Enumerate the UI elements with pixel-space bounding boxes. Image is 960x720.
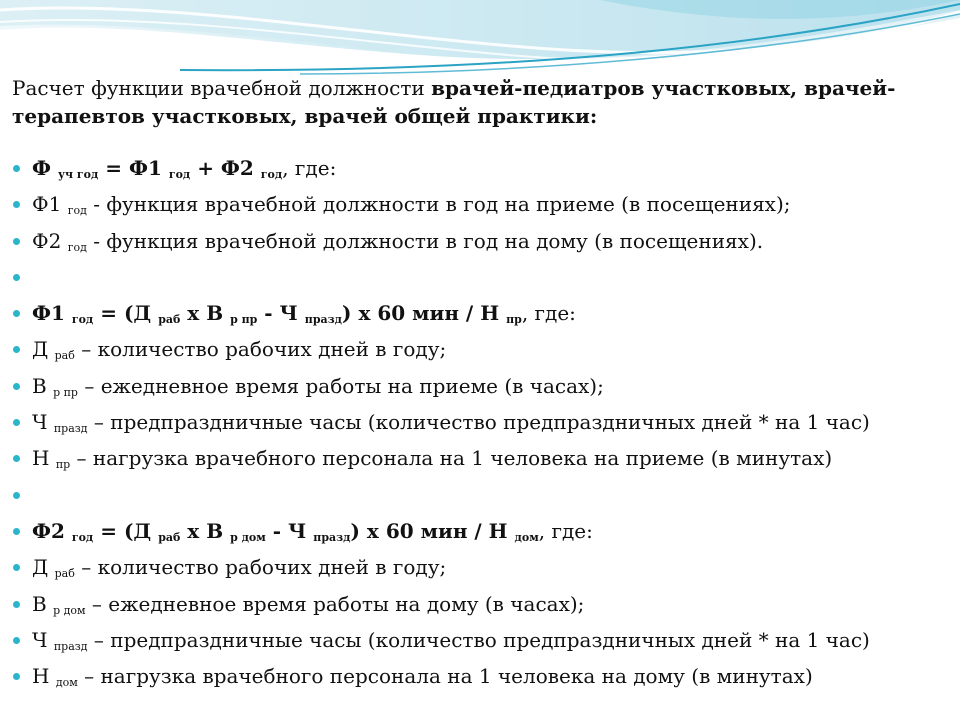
- item-text: х В: [180, 301, 231, 326]
- subscript-text: пр: [506, 313, 522, 327]
- item-text: , где:: [521, 301, 576, 326]
- subscript-text: р пр: [53, 385, 78, 399]
- subscript-text: раб: [54, 567, 75, 581]
- bullet-list: [12, 150, 948, 694]
- list-item-n-pr: [12, 440, 948, 476]
- subscript-text: р дом: [53, 603, 86, 617]
- subscript-text: раб: [54, 349, 75, 363]
- list-item-v-rpr: [12, 368, 948, 404]
- subscript-text: дом: [514, 530, 539, 544]
- list-item-empty-1: [12, 259, 948, 295]
- header-wave-decoration: [0, 0, 960, 80]
- item-text: Ф2: [32, 518, 72, 543]
- item-text: – количество рабочих дней в году;: [74, 337, 447, 362]
- item-text: ) х 60 мин / Н: [342, 301, 507, 326]
- item-text: – ежедневное время работы на приеме (в часах);: [77, 373, 604, 398]
- subscript-text: дом: [55, 676, 78, 690]
- item-text: – предпраздничные часы (количество предпраздничных дней * на 1 час): [87, 627, 870, 652]
- bullet-icon: [13, 637, 20, 644]
- bullet-icon: [13, 201, 20, 208]
- bullet-icon: [13, 238, 20, 245]
- bullet-icon: [13, 528, 20, 535]
- subscript-text: год: [168, 168, 191, 181]
- slide-content: [12, 74, 948, 694]
- item-text: Ф: [32, 156, 58, 180]
- item-text: – ежедневное время работы на дому (в часах);: [85, 591, 585, 616]
- item-text: В: [32, 591, 54, 616]
- bullet-icon: [13, 274, 20, 281]
- item-text: - функция врачебной должности в год на приеме (в посещениях);: [86, 192, 791, 217]
- item-text: Д: [32, 555, 55, 580]
- list-item-v-rdom: [12, 586, 948, 622]
- list-item-f1-def: [12, 186, 948, 222]
- subscript-text: раб: [158, 530, 181, 544]
- subscript-text: р дом: [230, 530, 266, 544]
- item-text: = Ф1: [98, 156, 169, 180]
- intro-paragraph: [12, 74, 948, 130]
- bullet-icon: [13, 346, 20, 353]
- bullet-icon: [13, 564, 20, 571]
- subscript-text: год: [71, 313, 94, 327]
- item-text: х В: [180, 518, 231, 543]
- item-text: – нагрузка врачебного персонала на 1 человека на дому (в минутах): [77, 664, 813, 689]
- item-text: - Ч: [265, 518, 314, 543]
- item-text: = (Д: [93, 301, 159, 326]
- item-text: В: [32, 373, 54, 398]
- item-text: - Ч: [257, 301, 305, 326]
- item-text: Н: [32, 446, 56, 471]
- list-item-n-dom: [12, 658, 948, 694]
- list-item-f2-def: [12, 223, 948, 259]
- subscript-text: празд: [53, 639, 88, 653]
- intro-bold: врачей-педиатров участковых, врачей-терапевтов участковых, врачей общей практики:: [12, 76, 896, 128]
- item-text: Ч: [32, 627, 54, 652]
- item-text: , где:: [282, 156, 337, 180]
- list-item-d-rab-1: [12, 331, 948, 367]
- subscript-text: год: [67, 240, 87, 254]
- intro-plain: Расчет функции врачебной должности: [12, 76, 432, 100]
- bullet-icon: [13, 455, 20, 462]
- subscript-text: год: [67, 204, 87, 218]
- subscript-text: раб: [158, 313, 181, 327]
- list-item-f2-formula: [12, 513, 948, 549]
- item-text: Ч: [32, 410, 54, 435]
- item-text: = (Д: [93, 518, 159, 543]
- item-text: – нагрузка врачебного персонала на 1 человека на приеме (в минутах): [70, 446, 833, 471]
- list-item-d-rab-2: [12, 549, 948, 585]
- subscript-text: пр: [55, 458, 71, 472]
- bullet-icon: [13, 310, 20, 317]
- subscript-text: уч год: [57, 168, 99, 181]
- item-text: ) х 60 мин / Н: [350, 518, 515, 543]
- list-item-f1-formula: [12, 295, 948, 331]
- bullet-icon: [13, 492, 20, 499]
- list-item-ch-prazd-2: [12, 622, 948, 658]
- bullet-icon: [13, 383, 20, 390]
- subscript-text: год: [260, 168, 283, 181]
- item-text: , где:: [538, 518, 593, 543]
- bullet-icon: [13, 165, 20, 172]
- subscript-text: празд: [304, 313, 343, 327]
- item-text: – предпраздничные часы (количество предпраздничных дней * на 1 час): [87, 410, 870, 435]
- list-item-ch-prazd-1: [12, 404, 948, 440]
- item-text: – количество рабочих дней в году;: [74, 555, 447, 580]
- list-item-f-formula: [12, 150, 948, 186]
- list-item-empty-2: [12, 477, 948, 513]
- subscript-text: празд: [53, 422, 88, 436]
- item-text: Ф2: [32, 228, 68, 253]
- bullet-icon: [13, 601, 20, 608]
- subscript-text: празд: [313, 530, 351, 544]
- item-text: + Ф2: [190, 156, 261, 180]
- item-text: - функция врачебной должности в год на дому (в посещениях).: [86, 228, 764, 253]
- item-text: Н: [32, 664, 56, 689]
- subscript-text: р пр: [230, 313, 258, 327]
- item-text: Ф1: [32, 301, 72, 326]
- item-text: Ф1: [32, 192, 68, 217]
- item-text: Д: [32, 337, 55, 362]
- subscript-text: год: [71, 530, 94, 544]
- bullet-icon: [13, 419, 20, 426]
- bullet-icon: [13, 673, 20, 680]
